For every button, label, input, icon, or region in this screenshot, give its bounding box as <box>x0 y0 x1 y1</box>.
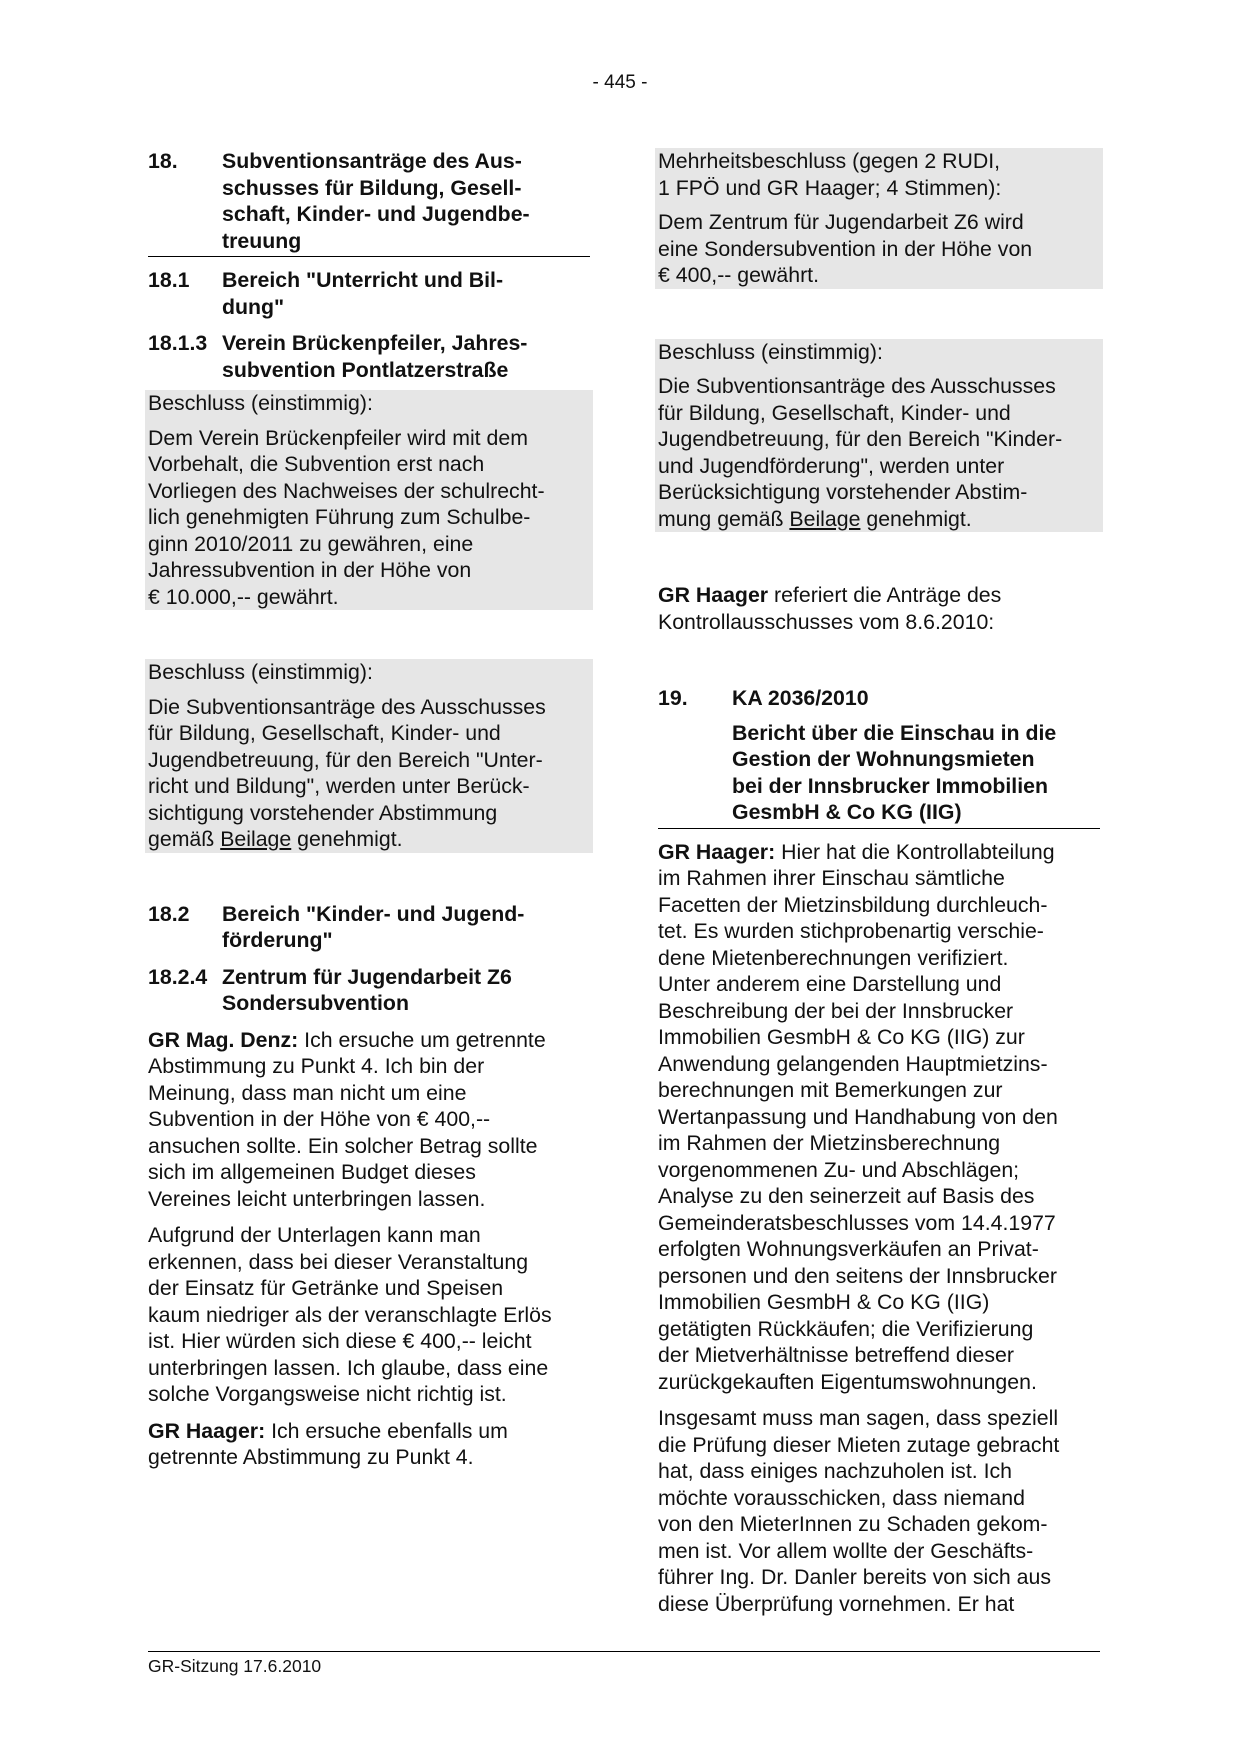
speaker-name: GR Haager: <box>148 1418 266 1443</box>
heading-number: 18. <box>148 149 178 173</box>
statement-denz-continued: Aufgrund der Unterlagen kann man erkennen, dass bei dieser Veranstaltung der Einsatz für Getränke und Speisen kaum niedriger als der veranschlagte Erlös ist. Hier würden sich diese € 400,-- leicht unterbringen lassen. Ich glaube, dass eine solche Vorgangsweise nicht richtig ist. <box>148 1223 552 1406</box>
page-number: - 445 - <box>592 72 648 93</box>
left-column <box>148 148 590 1471</box>
heading-19: 19. KA 2036/2010 Bericht über die Einschau in die Gestion der Wohnungsmieten bei der Innsbrucker Immobilien GesmbH & Co KG (IIG) <box>658 685 1100 829</box>
heading-18-1-3: 18.1.3 Verein Brückenpfeiler, Jahres- subvention Pontlatzerstraße <box>148 331 528 382</box>
decision-box-bridge <box>145 390 593 610</box>
decision-box-majority <box>655 148 1103 289</box>
decision-label: Beschluss (einstimmig): <box>148 660 373 684</box>
decision-text: Die Subventionsanträge des Ausschusses für Bildung, Gesellschaft, Kinder- und Jugendbetreuung, für den Bereich "Kinder- und Jugendförderung", werden unter Berücksichtigung vorstehender Abstim- mung gemäß Beilage genehmigt. <box>658 374 1063 531</box>
decision-text: Dem Verein Brückenpfeiler wird mit dem Vorbehalt, die Subvention erst nach Vorliegen des Nachweises der schulrecht- lich genehmigten Führung zum Schulbe- ginn 2010/2011 zu gewähren, eine Jahressubvention in der Höhe von € 10.000,-- gewährt. <box>148 425 545 609</box>
statement-haager-report: GR Haager referiert die Anträge des Kontrollausschusses vom 8.6.2010: <box>658 583 1002 634</box>
statement-haager-control: GR Haager: Hier hat die Kontrollabteilung im Rahmen ihrer Einschau sämtliche Facetten der Mietzinsbildung durchleuch- tet. Es wurden stichprobenartig verschie- dene Mietenberechnungen verifiziert. Unter anderem eine Darstellung und Beschreibung der bei der Innsbrucker Immobilien GesmbH & Co KG (IIG) zur Anwendung gelangenden Hauptmietzins- berechnungen mit Bemerkungen zur Wertanpassung und Handhabung von den im Rahmen der Mietzinsberechnung vorgenommenen Zu- und Abschlägen; Analyse zu den seinerzeit auf Basis des Gemeinderatsbeschlusses vom 14.4.1977 erfolgten Wohnungsverkäufen an Privat- personen und den seitens der Innsbrucker Immobilien GesmbH & Co KG (IIG) getätigten Rückkäufen; die Verifizierung der Mietverhältnisse betreffend dieser zurückgekauften Eigentumswohnungen. <box>658 839 1058 1394</box>
heading-18 <box>148 148 590 257</box>
speaker-name: GR Mag. Denz: <box>148 1027 299 1052</box>
statement-haager-summary: Insgesamt muss man sagen, dass speziell die Prüfung dieser Mieten zutage gebracht hat, dass einiges nachzuholen ist. Ich möchte vorausschicken, dass niemand von den MieterInnen zu Schaden gekom- men ist. Vor allem wollte der Geschäfts- führer Ing. Dr. Danler bereits von sich aus diese Überprüfung vornehmen. Er hat <box>658 1406 1060 1616</box>
speaker-name: GR Haager <box>658 583 769 607</box>
decision-text: Die Subventionsanträge des Ausschusses für Bildung, Gesellschaft, Kinder- und Jugendbetreuung, für den Bereich "Unter- richt und Bildung", werden unter Berück- sichtigung vorstehender Abstimmung gemäß Beilage genehmigt. <box>148 694 546 851</box>
decision-box-education <box>145 659 593 853</box>
statement-haager: GR Haager: Ich ersuche ebenfalls um getrennte Abstimmung zu Punkt 4. <box>148 1418 508 1469</box>
decision-text: Dem Zentrum für Jugendarbeit Z6 wird eine Sondersubvention in der Höhe von € 400,-- gewährt. <box>658 210 1033 287</box>
beilage-link[interactable]: Beilage <box>220 827 292 851</box>
heading-18-2: 18.2 Bereich "Kinder- und Jugend- förderung" <box>148 901 525 952</box>
decision-label: Beschluss (einstimmig): <box>148 391 373 415</box>
heading-18-2-4: 18.2.4 Zentrum für Jugendarbeit Z6 Sondersubvention <box>148 964 512 1015</box>
heading-18-1: 18.1 Bereich "Unterricht und Bil- dung" <box>148 268 504 319</box>
decision-box-youth <box>655 339 1103 533</box>
right-column <box>658 148 1100 1617</box>
decision-label: Beschluss (einstimmig): <box>658 339 883 364</box>
speaker-name: GR Haager: <box>658 839 776 864</box>
footer-text: GR-Sitzung 17.6.2010 <box>148 1656 322 1676</box>
footer-divider <box>148 1651 1100 1652</box>
heading-text: Subventionsanträge des Aus- schusses für Bildung, Gesell- schaft, Kinder- und Jugendbe- treuung <box>222 149 530 253</box>
beilage-link[interactable]: Beilage <box>789 506 861 531</box>
decision-label: Mehrheitsbeschluss (gegen 2 RUDI, 1 FPÖ und GR Haager; 4 Stimmen): <box>658 149 1002 200</box>
statement-denz: GR Mag. Denz: Ich ersuche um getrennte Abstimmung zu Punkt 4. Ich bin der Meinung, dass man nicht um eine Subvention in der Höhe von € 400,-- ansuchen sollte. Ein solcher Betrag sollte sich im allgemeinen Budget dieses Vereines leicht unterbringen lassen. <box>148 1027 546 1211</box>
